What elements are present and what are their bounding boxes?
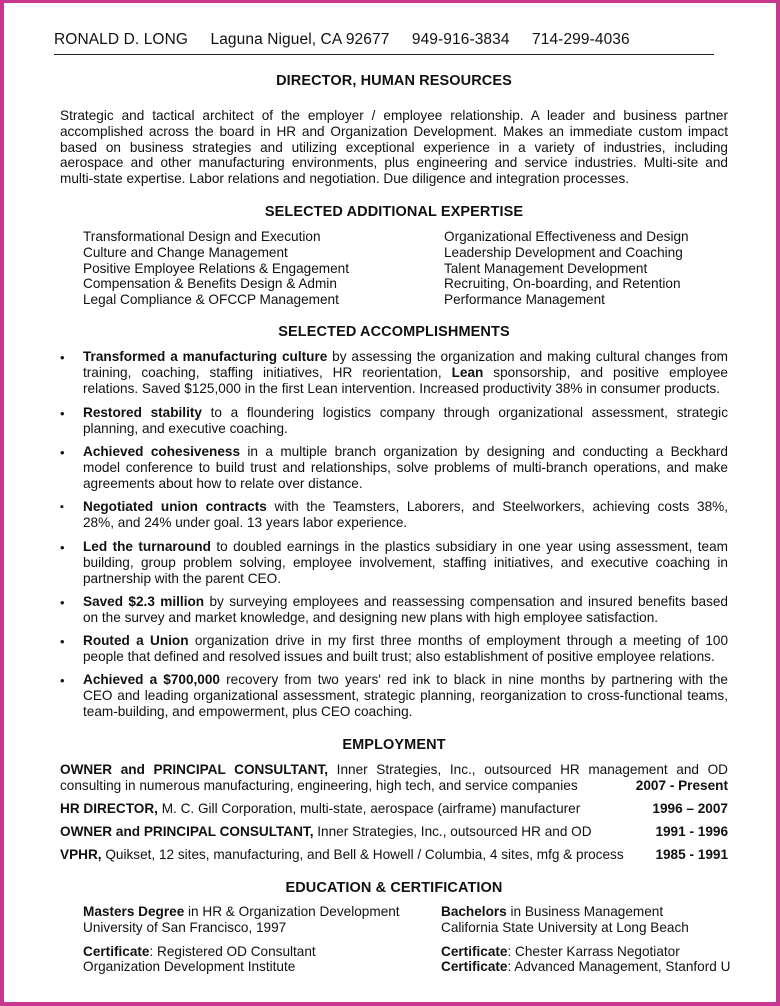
accomplishment-item: Routed a Union organization drive in my first three months of employment through a meeting of 100 people that defined and resolved issues and built trust; also establishment of positive employee relations. (83, 633, 729, 664)
square-bullet-icon: ▪ (60, 501, 64, 513)
phone-primary: 949-916-3834 (411, 31, 510, 48)
accomplishment-lead: Restored stability (83, 405, 202, 420)
resume-title: DIRECTOR, HUMAN RESOURCES (276, 73, 512, 89)
degree-school: California State University at Long Beach (441, 919, 689, 935)
expertise-left-column (83, 229, 349, 308)
bullet-icon: • (60, 634, 65, 649)
bullet-icon: • (60, 350, 65, 365)
bullet-icon: • (60, 673, 65, 688)
bullet-icon: • (60, 406, 65, 421)
certificate-label: Certificate (83, 943, 150, 959)
contact-header (54, 31, 630, 49)
job-title: HR DIRECTOR, (60, 801, 158, 816)
expertise-item: Leadership Development and Coaching (444, 244, 683, 260)
accomplishment-item: Saved $2.3 million by surveying employees and reassessing compensation and insured benefits based on the survey and market knowledge, and designing new plans with high employee satisfaction. (83, 594, 728, 625)
expertise-item: Organizational Effectiveness and Design (444, 229, 689, 244)
accomplishment-lead: Negotiated union contracts (83, 499, 267, 514)
candidate-location: Laguna Niguel, CA 92677 (210, 31, 390, 48)
accomplishment-item: Achieved a $700,000 recovery from two years' red ink to black in nine months by partnering with the CEO and leading organizational assessment, strategic planning, reorganization to cross-functional teams, team-building, and empowerment, plus CEO coaching. (83, 672, 728, 719)
summary-line: aerospace and other manufacturing environments, plus engineering and service industries. Multi-site and (60, 155, 728, 171)
job-dates: 1991 - 1996 (655, 824, 728, 839)
certificate-issuer: Organization Development Institute (83, 959, 296, 975)
accomplishment-item: Achieved cohesiveness in a multiple branch organization by designing and conducting a Beckhard model conference to build trust and relationships, solve problems of multi-branch operations, and make agreements about how to relate over distance. (83, 444, 728, 491)
summary-line: Strategic and tactical architect of the employer / employee relationship. A leader and business partner (60, 108, 728, 123)
job-entry: OWNER and PRINCIPAL CONSULTANT, Inner Strategies, Inc., outsourced HR and OD 1991 - 1996 (60, 824, 728, 839)
job-entry: OWNER and PRINCIPAL CONSULTANT, Inner Strategies, Inc., outsourced HR management and OD consulting in numerous manufacturing, engineering, high tech, and service companies 2007 - Present (60, 762, 728, 793)
job-entry: VPHR, Quikset, 12 sites, manufacturing, and Bell & Howell / Columbia, 4 sites, mfg & process 1985 - 1991 (60, 847, 728, 862)
expertise-item: Performance Management (444, 292, 605, 308)
summary-line: based on business strategies and utilizing exceptional experience in a variety of industries, including (60, 139, 728, 155)
accomplishment-item: Restored stability to a floundering logistics company through organizational assessment, strategic planning, and executive coaching. (83, 405, 728, 436)
expertise-item: Recruiting, On-boarding, and Retention (444, 276, 681, 292)
education-heading: EDUCATION & CERTIFICATION (285, 880, 503, 896)
bullet-icon: • (60, 540, 65, 555)
accomplishment-lead: Achieved cohesiveness (83, 444, 241, 459)
accomplishment-lead: Led the turnaround (83, 539, 211, 554)
phone-secondary: 714-299-4036 (532, 31, 630, 48)
accomplishment-item: Negotiated union contracts with the Teamsters, Laborers, and Steelworkers, achieving costs 38%, 28%, and 24% under goal. 13 years labor experience. (83, 499, 728, 530)
summary-line: accomplished across the board in HR and Organization Development. Makes an immediate custom impact (60, 123, 728, 139)
degree-label: Bachelors (441, 904, 507, 919)
expertise-item: Talent Management Development (444, 260, 648, 276)
employment-heading: EMPLOYMENT (342, 737, 446, 753)
certificate-label: Certificate (441, 959, 508, 975)
bullet-icon: • (60, 445, 65, 460)
accomplishment-item: Transformed a manufacturing culture by assessing the organization and making cultural changes from training, coaching, staffing initiatives, HR reorientation, Lean sponsorship, and positive employee relations. Saved $125,000 in the first Lean intervention. Increased productivity 38% in consumer products. (83, 349, 728, 396)
accomplishment-lead: Transformed a manufacturing culture (83, 349, 328, 364)
expertise-item: Positive Employee Relations & Engagement (83, 260, 349, 276)
job-entry: HR DIRECTOR, M. C. Gill Corporation, multi-state, aerospace (airframe) manufacturer 1996 – 2007 (60, 801, 728, 816)
accomplishment-lead: Saved $2.3 million (83, 594, 205, 609)
expertise-item: Culture and Change Management (83, 244, 288, 260)
job-dates: 2007 - Present (635, 777, 728, 793)
header-divider (54, 54, 714, 55)
accomplishments-heading: SELECTED ACCOMPLISHMENTS (278, 324, 510, 340)
education-left-column: Masters Degree in HR & Organization Development University of San Francisco, 1997 Certificate: Registered OD Consultant Organization Development Institute (83, 904, 400, 975)
expertise-item: Compensation & Benefits Design & Admin (83, 276, 337, 292)
certificate-label: Certificate (441, 943, 508, 959)
degree-school: University of San Francisco, 1997 (83, 919, 287, 935)
job-title: OWNER and PRINCIPAL CONSULTANT, (60, 824, 314, 839)
expertise-item: Transformational Design and Execution (83, 229, 321, 244)
degree-label: Masters Degree (83, 904, 185, 919)
job-title: VPHR, (60, 847, 102, 862)
expertise-item: Legal Compliance & OFCCP Management (83, 292, 339, 308)
summary-line: multi-state expertise. Labor relations and negotiation. Due diligence and integration processes. (60, 171, 630, 187)
expertise-right-column (444, 229, 689, 308)
job-dates: 1985 - 1991 (655, 847, 728, 862)
summary-paragraph (60, 108, 728, 187)
accomplishment-lead: Achieved a $700,000 (83, 672, 220, 687)
accomplishment-lead: Routed a Union (83, 633, 189, 648)
expertise-heading: SELECTED ADDITIONAL EXPERTISE (264, 204, 524, 220)
job-title: OWNER and PRINCIPAL CONSULTANT, (60, 762, 329, 777)
candidate-name: RONALD D. LONG (54, 31, 189, 48)
accomplishment-item: Led the turnaround to doubled earnings in the plastics subsidiary in one year using assessment, team building, group problem solving, employee involvement, staffing initiatives, and executive coaching in partnership with the parent CEO. (83, 539, 728, 586)
bullet-icon: • (60, 595, 65, 610)
job-dates: 1996 – 2007 (652, 801, 728, 816)
education-right-column: Bachelors in Business Management California State University at Long Beach Certificate: Chester Karrass Negotiator Certificate: Advanced Management, Stanford U (441, 904, 731, 975)
